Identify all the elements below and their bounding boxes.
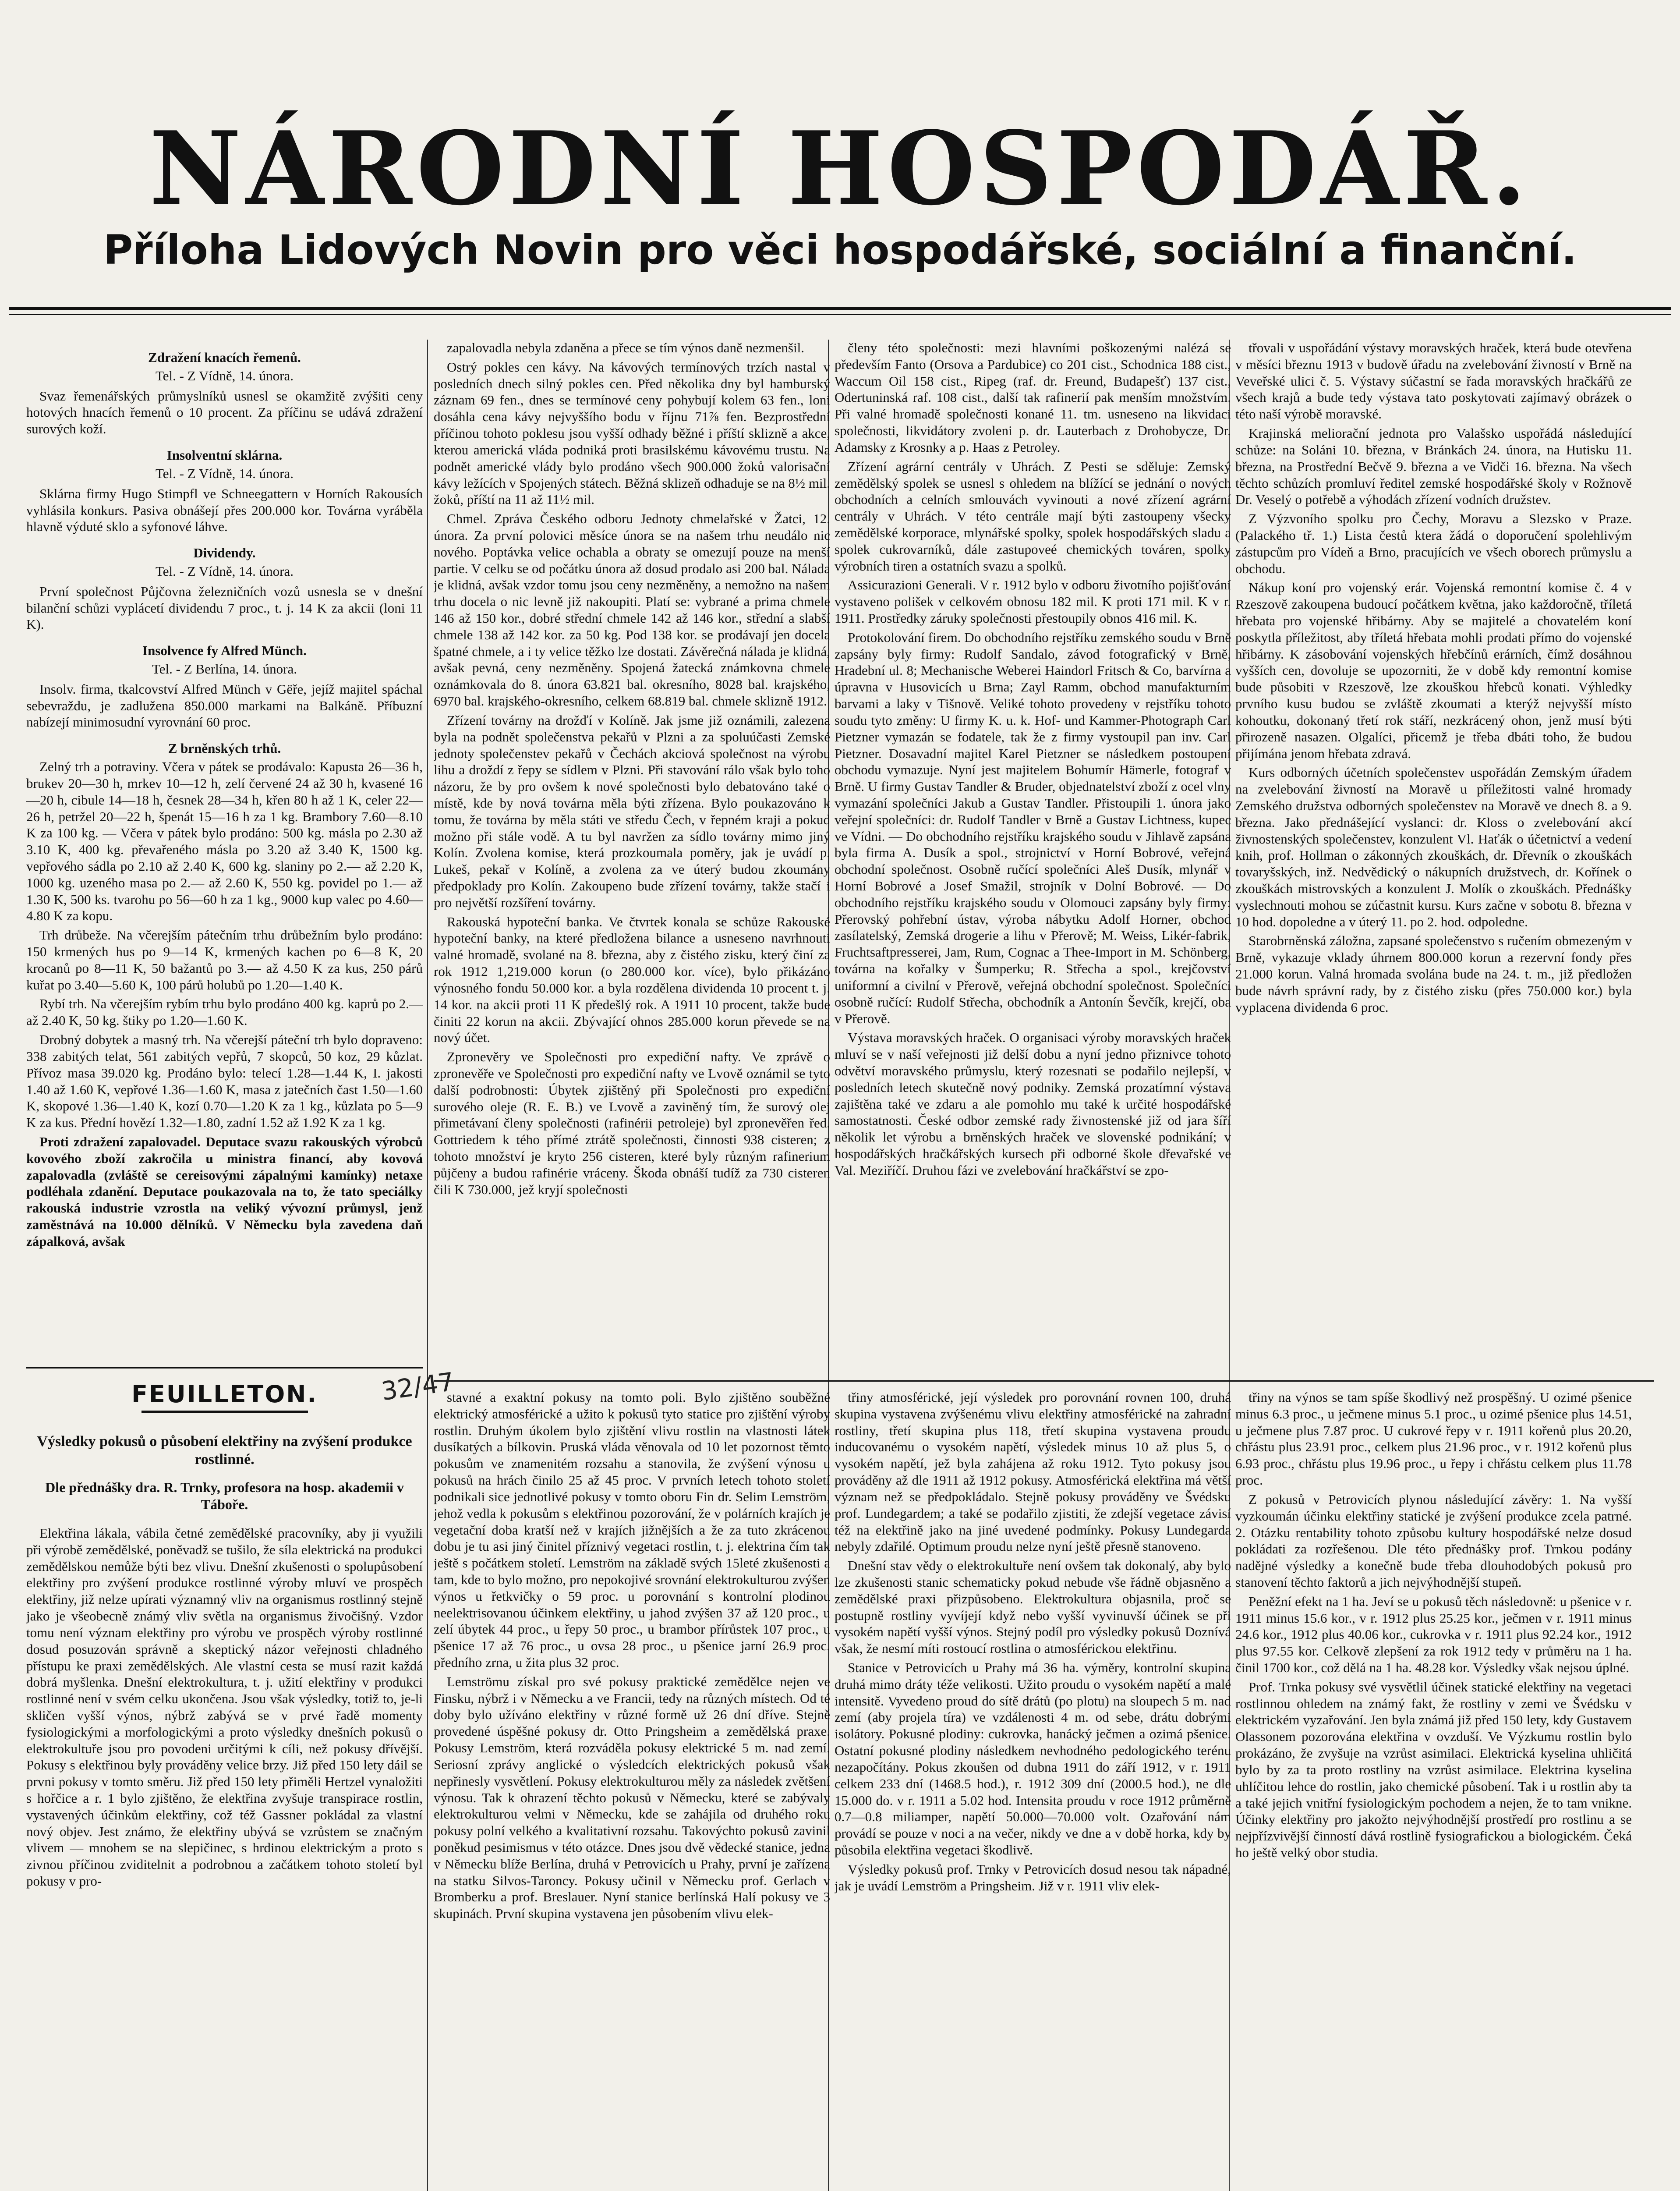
masthead-rule-thin <box>9 314 1671 315</box>
section-rule <box>26 1367 423 1368</box>
news-column-4 <box>1235 340 1632 1374</box>
masthead-rule-thick <box>9 307 1671 310</box>
article-text: Elektřina lákala, vábila četné zemědělské pracovníky, aby ji využili při výrobě zemědělské, poněvadž se tušilo, že síla elektrická na produkci zemědělskou nemůže býti bez vlivu. Dnešní zkušenosti o spolupůsobení elektřiny pro zvýšení produkce rostlinné výroby mluví ve prospěch elektřiny, již nelze upírati významný vliv na organismus rostlinný stejně jako je všeobecně známý vliv světla na organismus živočišný. Vzdor tomu není význam elektřiny pro výrobu ve prospěch výroby rostlinné dosud posuzován správně a skeptický názor veřejnosti chladného přístupu ke praxi zemědělských. Ale vlastní cesta se musí razit každá dobrá myšlenka. Dnešní elektrokultura, t. j. užití elektřiny v produkci rostlinné není v svém celku ukončena. Jsou však výsledky, totiž to, je-li skličen vyšší výnos, nýbrž zabývá se v prvé řadě momenty fysiologickými a morfologickými a proto výsledky dnešních pokusů o elektrokultuře jsou pro povodeni určitými k cíli, než pokusy dřívější. Pokusy s elektřinou byly prováděny velice brzy. Již před 150 lety dáil se prvni pokusy v tomto směru. Již před 150 lety přiměli Hertzel vynaložiti s hořčice a r. 1 bylo zjištěno, že elektřina zvyšuje transpirace rostlin, vystavených účinkům elektřiny, což též Gassner pokládal za vlastní nový objev. Jest známo, že elektřiny ubývá se vzrůstem se značným vlivem — mnohem se na slepičinec, s hrdinou elektrickým a proto s zivnou příčinou zviditelnit a podrobnou a začátkem tohoto století byl pokusy v pro- <box>26 1525 423 1889</box>
article-heading: Zdražení knacích řemenů. <box>148 350 301 365</box>
article-text: zapalovadla nebyla zdaněna a přece se tím výnos daně nezmenšil. <box>447 340 804 355</box>
feuilleton-column-1 <box>26 1525 423 2191</box>
article-text: Rybí trh. Na včerejším rybím trhu bylo prodáno 400 kg. kaprů po 2.— až 2.40 K, 50 kg. štiky po 1.20—1.60 K. <box>26 996 423 1028</box>
article-text: Zelný trh a potraviny. Včera v pátek se prodávalo: Kapusta 26—36 h, brukev 20—30 h, mrkev 10—12 h, zelí červené 24 až 30 h, kvasené 16—20 h, cibule 14—18 h, česnek 28—34 h, křen 80 h až 1 K, celer 22—26 h, petržel 20—22 h, špenát 15—16 h za 1 kg. Brambory 7.60—8.10 K za 100 kg. — Včera v pátek bylo prodáno: 500 kg. másla po 2.30 až 3.10 K, 400 kg. převařeného másla po 3.20 až 3.40 K, 1500 kg. vepřového sádla po 2.10 až 2.40 K, 600 kg. slaniny po 2.— až 2.20 K, 1000 kg. uzeného masa po 2.— až 2.60 K, 550 kg. povidel po 1.— až 1.30 K, 500 ks. tvarohu po 56—60 h za 1 kg., 9000 kup valec po 4.60—4.80 K za kopu. <box>26 759 423 924</box>
dateline: Tel. - Z Vídně, 14. února. <box>156 465 294 481</box>
dateline: Tel. - Z Vídně, 14. února. <box>156 563 294 579</box>
article-text: Prof. Trnka pokusy své vysvětlil účinek statické elektřiny na vegetaci rostlinnou ohledem na známý fakt, že rostliny v zemi ve Švédsku v elektrickém vyzařování. Jen byla známá již před 150 lety, kdy Gustavem Olassonem pozorována elektřina v ovzduší. Ve Výzkumu rostlin bylo prokázáno, že zvyšuje na vzrůst asimilaci. Elektrická kyselina uhličitá bylo by za ta proto rostliny na vzrůst asimilace. Elektrina kyselina uhlíčitou lehce do rostlin, jako chemické působení. Tak i u rostlin aby ta a také jejich vnitřní fysiologickým pochodem a nejen, že to tam vnikne. Účinky elektřiny pro jakožto nejvýhodnější prostředí pro rostlinu a se nejpřízvivější činností dává rostlině fysiografickou a biologickém. Čeká ho ještě velký obor studia. <box>1235 1679 1632 1860</box>
column-divider <box>427 340 428 2191</box>
feuilleton-column-4 <box>1235 1389 1632 2191</box>
feuilleton-heading <box>26 1380 423 1413</box>
article-text: Kurs odborných účetních společenstev uspořádán Zemským úřadem na zvelebování živností na Moravě u příležitosti valné hromady Zemského družstva odborných společenstev na Moravě ve dnech 8. a 9. března. Jako přednášející vyslanci: dr. Kloss o zvelebování akcí živnostenských společenstev, konzulent Vl. Haťák o účetnictví a vedení knih, prof. Hollman o zákonných zkouškách, dr. Dřevník o zkouškách tovaryšských, inž. Nedvědický o nákupních družstvech, dr. Kořínek o zkouškách mistrovských a konzulent J. Molík o zkouškách. Přednášky vyslechnouti mohou se zúčastnit kursu. Kurs začne v sobotu 8. března v 10 hod. dopoledne a v úterý 11. po 2. hod. odpoledne. <box>1235 765 1632 929</box>
newspaper-subtitle: Příloha Lidových Novin pro věci hospodářské, sociální a finanční. <box>103 227 1577 273</box>
article-text: Stanice v Petrovicích u Prahy má 36 ha. výměry, kontrolní skupina druhá mimo dráty téže velikosti. Užito proudu o vysokém napětí a malé intensitě. Vyvedeno proud do sítě drátů (po plotu) na sloupech 5 m. nad zemí (aby projela tíra) ve vzdálenosti 4 m. od sebe, drátu dobrými isolátory. Pokusné plodiny: cukrovka, hanácký ječmen a ozimá pšenice. Ostatní pokusné plodiny následkem nevhodného pedologického terénu nezapočítány. Pokus zkoušen od dubna 1911 do září 1912, v r. 1911 celkem 233 dní (1468.5 hod.), r. 1912 309 dní (2000.5 hod.), ne dle 15.000 do. v r. 1911 a 5.02 hod. Intensita proudu v roce 1912 průměrně 0.7—0.8 miliamper, napětí 50.000—70.000 volt. Ozařování nám provádí se pouze v noci a na večer, nikdy ve dne a v době horka, kdy by působila elektřina vegetaci škodlivě. <box>835 1660 1231 1858</box>
article-text: Zpronevěry ve Společnosti pro expediční nafty. Ve zprávě o zpronevěře ve Společnosti pro expediční nafty ve Lvově oznámil se tyto další podrobnosti: Úbytek zjištěný při Společnosti pro expediční surového oleje (R. E. B.) ve Lvově a zaviněný tím, že surový olej přimetávaní členy společnosti (rafinérii petroleje) byl zpronevěřen řed. Gottriedem k tého přímé ztrátě společnosti, činnosti 938 cisteren; z tohoto množství je kryto 256 cisteren, které byly různým rafinerium půjčeny a budou rafinérie vráceny. Škoda obnáší tudíž za 730 cisteren čili K 730.000, jež kryjí společnosti <box>434 1049 830 1197</box>
article-text: Nákup koní pro vojenský erár. Vojenská remontní komise č. 4 v Rzeszově zakoupena budoucí počátkem května, jako každoročně, tříletá hřebata pro vojenské hřibárny. Aby se majitelé a chovatelém koní poskytla příležitost, aby tříletá hřebata mohli prodati přímo do vojenské hřibárny. K zásobování vojenských hřebčínů erárních, čímž dosáhnou vyšších cen, dovoluje se upozorniti, že v době kdy remontní komise bude působiti v Rzeszově, lze zkouškou hřebců konati. Výhledky prvního kusu budou se zvláště zkoumati a kterýž nejvyšší místo kohoutku, dokonaný třetí rok stáří, nezkrácený ohon, jenž musí býti přirozeně nasazen. Olgalíci, přicemž je třeba dbáti toho, že budou přijímána jenom hřebata zdravá. <box>1235 580 1632 761</box>
feuilleton-title: Výsledky pokusů o působení elektřiny na zvýšení produkce rostlinné. <box>37 1433 412 1468</box>
article-text: třovali v uspořádání výstavy moravských hraček, která bude otevřena v měsíci březnu 1913 v budově úřadu na zvelebování živností v Brně na Veveřské ulici č. 5. Výstavy súčastní se řada moravských hračkářů ze všech krajů a bude tedy výstava tato poskytovati zajímavý obrázek o této naší výrobě moravské. <box>1235 340 1632 422</box>
article-text: třiny atmosférické, její výsledek pro porovnání rovnen 100, druhá skupina vystavena zvýšenému vlivu elektřiny atmosférické na zahradní rostliny, třetí skupina plus 118, třetí skupina vystavena proudu inducovanému o vysokém napětí, výsledek minus 10 až plus 5, o vysokém napětí, jež byla zahájena až roku 1912. Tyto pokusy jsou prováděny až dle 1911 až 1912 pokusy. Atmosférická elektřina má větší význam než se předpokládalo. Stejně pokusy prováděny ve Švédsku prof. Lundegardem; a také se podařilo zjistiti, že zdejší vegetace závisí též na elektřině jako na jiné uvedené podmínky. Pokusy Lundegarda nebyly zdařilé. Optimum proudu nelze nyní ještě přesně stanoveno. <box>835 1390 1231 1554</box>
article-text: Výsledky pokusů prof. Trnky v Petrovicích dosud nesou tak nápadné, jak je uvádí Lemström a Pringsheim. Již v r. 1911 vliv elek- <box>835 1861 1231 1893</box>
feuilleton-column-2 <box>434 1389 830 2191</box>
article-text: Lemströmu získal pro své pokusy praktické zemědělce nejen ve Finsku, nýbrž i v Německu a ve Francii, tedy na různých místech. Od té doby bylo užíváno elektřiny v různé formě už 26 dní dříve. Stejně provedené úspěšné pokusy dr. Otto Pringsheim a zemědělská praxe. Pokusy Lemström, která rozváděla pokusy elektrické 5 m. nad zemí. Seriosní zprávy anglické o výsledcích elektrických pokusů však nepřinesly vysvětlení. Pokusy elektrokulturou měly za následek zvětšení výnosu. Tak k ohrazení těchto pokusů v Německu, které se zabývaly elektrokulturou velmi v Německu, kde se zahájila od druhého roku pokusy polní velkého a kvalitativní rozsahu. Takovýchto pokusů zavinil poněkud pesimismus v této otázce. Dnes jsou dvě vědecké stanice, jedna v Německu blíže Berlína, druhá v Petrovicích u Prahy, první je zařízena na statku Silvos-Taroncy. Pokusy učinil v Německu prof. Gerlach v Bromberku a prof. Breslauer. Nyní stanice berlínská Halí pokusy ve 3 skupinách. První skupina vystavena jen působením vlivu elek- <box>434 1673 830 1922</box>
article-text: Trh drůbeže. Na včerejším pátečním trhu drůbežním bylo prodáno: 150 krmených hus po 9—14 K, krmených kachen po 6—8 K, 20 krocanů po 8—11 K, 50 bažantů po 3.— až 4.50 K za kus, 250 párů kuřat po 3.40—5.60 K, 100 párů holubů po 1.20—1.40 K. <box>26 927 423 993</box>
article-text: Starobrněnská záložna, zapsané společenstvo s ručením obmezeným v Brně, vykazuje vklady úhrnem 800.000 korun a rezervní fondy přes 21.000 korun. Valná hromada svolána bude na 24. t. m., již předložen bude návrh správní rady, by z čistého zisku (přes 750.000 kor.) byla vyplacena dividenda 6 proc. <box>1235 933 1632 1015</box>
article-text: třiny na výnos se tam spíše škodlivý než prospěšný. U ozimé pšenice minus 6.3 proc., u ječmene minus 5.1 proc., u ozimé pšenice plus 14.51, u ječmene plus 7.87 proc. U cukrové řepy v r. 1911 kořenů plus 20.20, chřástu plus 23.91 proc., celkem plus 21.96 proc., v r. 1912 kořenů plus 6.93 proc., chřástu plus 19.96 proc., u řepy i chřástu celkem plus 11.78 proc. <box>1235 1390 1632 1488</box>
news-column-1 <box>26 340 423 1361</box>
article-text: Assicurazioni Generali. V r. 1912 bylo v odboru životního pojišťování vystaveno polišek v celkovém obnosu 182 mil. K proti 171 mil. K v r. 1911. Prostředky záruky společnosti přestoupily obnos 416 mil. K. <box>835 577 1231 626</box>
article-text: Insolv. firma, tkalcovství Alfred Münch v Gёře, jejíž majitel spáchal sebevraždu, je zadlužena 850.000 markami na Balkáně. Příbuzní nabízejí minimosudní vyrovnání 60 proc. <box>26 681 423 730</box>
article-text: Svaz řemenářských průmyslníků usnesl se okamžitě zvýšiti ceny hotových hnacích řemenů o 10 procent. Za příčinu se udává zdražení surových koží. <box>26 388 423 437</box>
article-text: Z pokusů v Petrovicích plynou následující závěry: 1. Na vyšší vyzkoumán účinku elektřiny statické je zvýšení produkce zcela patrné. 2. Otázku rentability tohoto způsobu kultury hospodářské nelze dosud pokládati za rozřešenou. Dle této přednášky prof. Trnkou podány nadějné výsledky a konečně bude třeba dlouhodobých pokusů pro stanovení těchto faktorů a jich nejvýhodnější stupeň. <box>1235 1491 1632 1590</box>
article-text: Chmel. Zpráva Českého odboru Jednoty chmelařské v Žatci, 12. února. Za první polovici měsíce února se na našem trhu neudálo nic nového. Poptávka velice ochabla a obraty se omezují pouze na menší partie. V celku se od počátku února až dosud prodalo asi 200 bal. Nálada je klidná, avšak vzdor tomu jsou ceny nezměněny, a nemožno na našem trhu docela o nic levně již nakoupiti. Platí se: vybrané a prima chmele 146 až 150 kor., dobré střední chmele 142 až 146 kor., střední a slabší chmele 138 až 142 kor. za 50 kg. Pod 138 kor. se prodávají jen docela špatné chmele, a i ty velice těžko lze dostati. Závěrečná nálada je klidná, avšak pevná, ceny nezměněny. Spojená žatecká známkovna chmele oznámkovala do 8. února 63.821 bal. okresního, 8028 bal. krajského, 6970 bal. krajského-okresního, celkem 68.819 bal. chmele sklizně 1912. <box>434 511 830 709</box>
news-column-2 <box>434 340 830 1374</box>
article-text: Zřízení agrární centrály v Uhrách. Z Pesti se sděluje: Zemský zemědělský spolek se usnesl s ohledem na blížící se jednání o nových obchodních a celních smlouvách vyvinouti a nové zřízení agrární centrály v Uhrách. V této centrále mají býti zastoupeny všecky zemědělské korporace, mlynářské spolky, spolek hospodářských sladu a spolek cukrovarníků, dále zastupoveé chemických továren, spolky výrobních tiren a ostatních svazu a spolků. <box>835 458 1231 574</box>
article-text: První společnost Půjčovna železničních vozů usnesla se v dnešní bilanční schůzi vyplácetí dividendu 7 proc., t. j. 14 K za akcii (loni 11 K). <box>26 583 423 632</box>
article-heading: Dividendy. <box>193 545 256 561</box>
article-heading: Insolvence fy Alfred Münch. <box>142 643 307 659</box>
article-text: Ostrý pokles cen kávy. Na kávových termínových trzích nastal v posledních dnech silný pokles cen. Před několika dny byl hamburský záznam 69 fen., dnes se termínové ceny pohybují kolem 63 fen., loni dosáhla cena kávy nejvyššího bodu v říjnu 71⅞ fen. Bezprostřední příčinou tohoto poklesu jsou vyšší odhady běžné i příští sklizně a akce, kterou americká vláda podniká proti brasilskému kávovému trustu. Na podnět americké vlády bylo prodáno všech 900.000 žoků valorisační kávy ležících v Spojených státech. Běžná sklizeň odhaduje se na 8½ mil. žoků, příští na 11 až 11½ mil. <box>434 359 830 507</box>
article-text: Drobný dobytek a masný trh. Na včerejší páteční trh bylo dopraveno: 338 zabitých telat, 561 zabitých vepřů, 7 skopců, 50 koz, 29 kůzlat. Přívoz masa 39.020 kg. Prodáno bylo: telecí 1.28—1.44 K, I. jakosti 1.40 až 1.60 K, vepřové 1.36—1.60 K, masa z jatečních čast 1.50—1.60 K, skopové 1.36—1.40 K, kozí 0.70—1.20 K za 1 kg., kůzlata po 5—9 K za kus. Přední hovězí 1.32—1.80, zadní 1.52 až 1.92 K za 1 kg. <box>26 1032 423 1131</box>
article-text: Dnešní stav vědy o elektrokultuře není ovšem tak dokonalý, aby bylo lze zkušenosti stanic schematicky pokud nebude vše řádně objasněno a zemědělské praxi přizpůsobeno. Elektrokultura objasnila, proč se postupně rostliny vyvíjejí když nebo vyšší vyvinuvší účinek se při vysokém napětí vyšší výnos. Stejný podíl pro výsledky pokusů Doznívá však, že nesmí míti rostoucí rostlina o atmosférickou elektřinu. <box>835 1558 1231 1656</box>
feuilleton-column-3 <box>835 1389 1231 2191</box>
article-text: Peněžní efekt na 1 ha. Jeví se u pokusů těch následovně: u pšenice v r. 1911 minus 15.6 kor., v r. 1912 plus 25.25 kor., ječmen v r. 1911 minus 24.6 kor., 1912 plus 40.06 kor., cukrovka v r. 1911 plus 92.24 kor., 1912 plus 97.55 kor. Celkově zlepšení za rok 1912 tedy v průměru na 1 ha. činil 1700 kor., což dělá na 1 ha. 48.28 kor. Výsledky však nejsou úplné. <box>1235 1593 1632 1675</box>
article-text: stavné a exaktní pokusy na tomto poli. Bylo zjištěno souběžné elektrický atmosférické a užito k pokusů tyto statice pro zjištění výroby rostlin. Druhým úkolem bylo zjištění vlivu rostlin na vlastnosti látek dusíkatých a bílkovin. Pruská vláda věnovala od 10 let pozornost těmto pokusům ve znamenitém rozsahu a stanovila, že zvýšení výnosu u pokusů na hrách činilo 25 až 45 proc. V prvních letech tohoto století podnikali sice jednotlivé pokusy v tomto oboru Fin dr. Selim Lemström, jehož vedla k pokusům s elektřinou pozorování, že v polárních krajích je vegetační doba kratší než v krajích jižnějších a že za tuto zkrácenou dobu je tu asi jiný činitel příznivý vegetaci rostlin, t. j. elektrina čím tak ještě s počátkem století. Lemström na základě svých 15leté zkušenosti a tam, kde to bylo možno, pro nepokojivé srovnání elektrokulturou zvýšen výnos u řetkvičky o 59 proc. u porovnání s kontrolní plodinou neelektrisovanou účinkem elektřiny, u jahod zvýšen 37 až 120 proc., u zelí úbytek 44 proc., u řepy 50 proc., u brambor přírůstek 107 proc., u pšenice 17 až 76 proc., u ovsa 28 proc., u pšenice jarní 26.9 proc. předního zrna, u žita plus 32 proc. <box>434 1390 830 1670</box>
news-column-3 <box>835 340 1231 1374</box>
article-heading: Z brněnských trhů. <box>168 741 281 756</box>
feuilleton-byline: Dle přednášky dra. R. Trnky, profesora na hosp. akademii v Táboře. <box>45 1479 404 1513</box>
article-text: Zřízení továrny na drožďí v Kolíně. Jak jsme již oznámili, zalezena byla na podnět společenstva pekařů v Plzni a za spoluúčasti Zemské jednoty společenstev pekařů v Čechách akciová společnost na výrobu lihu a droždí z řepy se sídlem v Plzni. Při stavování rálo však bylo toho názoru, že by pro ovšem k nové společnosti bylo debatováno také o místě, kde by nová továrna měla býti zřízena. Bylo poukazováno k tomu, že továrna by měla státi ve středu Čech, v řepném kraji a pokud možno při stále vodě. A tu byl navržen za sídlo továrny mimo jiný Kolín. Zvolena komise, která prozkoumala poměry, jak je uvádí p. Lukeš, pekař v Kolíně, a zvolena za ve úterý budou zkoumány předpoklady pro Kolín. Zakoupeno bude zřízení továrny, takže stačí i pro největší rozšíření továrny. <box>434 712 830 910</box>
article-text: Sklárna firmy Hugo Stimpfl ve Schneegattern v Horních Rakousích vyhlásila konkurs. Pasiva obnášejí přes 200.000 kor. Továrna vyráběla hlavně výduté sklo a syfonové láhve. <box>26 486 423 535</box>
article-heading: Insolventní sklárna. <box>166 447 283 463</box>
feuilleton-underline <box>141 1411 308 1413</box>
article-text: Výstava moravských hraček. O organisaci výroby moravských hraček mluví se v naší veřejnosti již delší dobu a nyní jedno přiznivce tohoto odvětví moravského průmyslu, který rozesnati se podařilo nejlepší, v posledních letech skutečně nový podniky. Zemská prozatímní výstava zajištěna také ve zdaru a ale pomohlo mu také k určité hospodářské samostatnosti. České odbor zemské rady živnostenské již od jara šíří několik let výrobu a brněnských hraček ve slovenské podnikání; v hospodářských hračkářských kursech při odborné škole dřevařské ve Val. Meziříčí. Druhou fázi ve zvelebování hračkářství se zpo- <box>835 1030 1231 1178</box>
handwritten-mark: 32/47 <box>379 1366 456 1407</box>
masthead <box>0 0 1680 316</box>
newspaper-title: NÁRODNÍ HOSPODÁŘ. <box>149 110 1531 228</box>
dateline: Tel. - Z Vídně, 14. února. <box>156 368 294 383</box>
article-text: Rakouská hypoteční banka. Ve čtvrtek konala se schůze Rakouské hypoteční banky, na které předložena bilance a usneseno navrhnouti valné hromadě, svolané na 8. března, aby z čistého zisku, který činí za rok 1912 1,219.000 korun (o 280.000 kor. více), bylo přikázáno výnosného fondu 50.000 kor. a byla rozdělena dividenda 10 procent t. j. 14 kor. na akcii proti 11 K předešlý rok. A 1911 10 procent, takže bude činiti 22 korun na akcii. Zbývající ohnos 285.000 korun převede se na nový účet. <box>434 914 830 1046</box>
article-text: členy této společnosti: mezi hlavními poškozenými nalézá se především Fanto (Orsova a Pardubice) co 201 cist., Schodnica 188 cist., Waccum Oil 158 cist., Ripeg (raf. dr. Freund, Budapešť) 137 cist., Odertuninská raf. 108 cist., další tak rafinerií pak menším množstvím. Při valné hromadě společnosti konané 11. tm. usneseno na likvidaci společnosti, likvidátory zvoleni p. dr. Lauterbach z Drohobycze, Dr. Adamsky z Krosnky a p. Haas z Petroley. <box>835 340 1231 455</box>
dateline: Tel. - Z Berlína, 14. února. <box>152 661 297 677</box>
article-text: Krajinská meliorační jednota pro Valašsko uspořádá následující schůze: na Soláni 10. března, v Bránkách 24. února, na Hutisku 11. března, na Prostřední Bečvě 9. března a ve Vidči 16. března. Na všech těchto schůzích promluví ředitel zemské hospodářské školy v Rožnově Dr. Veselý o potřebě a výhodách zřízení vodních družstev. <box>1235 425 1632 507</box>
feuilleton-label: FEUILLETON. <box>131 1380 318 1408</box>
article-text: Protokolování firem. Do obchodního rejstříku zemského soudu v Brně zapsány byly firmy: Rudolf Sandalo, závod fotografický v Brně, Hradební ul. 8; Mechanische Weberei Haindorl Fritsch & Co, barvírna a úpravna v Husovicích u Brna; Zayl Ramm, obchod manufakturním barvami a laky v Tišnově. Veliké tohoto provedeny v rejstříku tohoto soudu tyto změny: U firmy K. u. k. Hof- und Kammer-Photograph Carl Pietzner vymazán se fodatele, tak že z firmy vystoupil pan inv. Carl Pietzner. Dosavadní majitel Karel Pietzner se následkem postoupení obchodu vymazuje. Nyní jest majitelem Bohumír Hämerle, fotograf v Brně. U firmy Gustav Tandler & Bruder, objednatelství zboží z ocel vlny vymazání společníci Jakub a Gustav Tandler. Přistoupili 1. února jako veřejní společníci: dr. Rudolf Tandler v Brně a Gustav Lichtness, kupec ve Vídni. — Do obchodního rejstříku krajského soudu v Jihlavě zapsána byla firma A. Dusík a spol., strojnictví v Horní Bobrové, veřejná obchodní společnost. Osobně ručící společníci Aleš Dusík, mlynář v Horní Bobrové a Josef Smažil, strojník v Dolní Bobrové. — Do obchodního rejstříku krajského soudu v Olomouci zapsány byly firmy: Přerovský pohřební ústav, výroba nábytku Adolf Horner, obchod zasílatelský, Zemská drogerie a lihu v Přerově; M. Weiss, Likér-fabrik, Fruchtsaftpresserei, Jam, Rum, Cognac a Thee-Import in M. Schönberg, továrna na kořalky v Šumperku; R. Střecha a spol., krejčovství uniformní a civilní v Přerově, veřejná obchodní společnost. Společníci osobně ručící: Rudolf Střecha, obchodník a Antonín Ševčík, krejčí, oba v Přerově. <box>835 629 1231 1026</box>
article-text: Proti zdražení zapalovadel. Deputace svazu rakouských výrobců kovového zboží zakročila u ministra financí, aby kovová zapalovadla (zvláště se cereisovými zápalnými kamínky) netaxe podléhala zdanění. Deputace poukazovala na to, že tato speciálky rakouská industrie vzrostla na veliký vývozní průmysl, jenž zaměstnává na 10.000 dělníků. V Německu byla zavedena daň zápalková, avšak <box>26 1134 423 1249</box>
section-rule <box>434 1380 1654 1382</box>
article-text: Z Výzvoního spolku pro Čechy, Moravu a Slezsko v Praze. (Palackého tř. 1.) Lista čestů ktera žádá o doporučení spolehlivým zástupcům pro Vídeň a Brno, pracujících ve všech oborech průmyslu a obchodu. <box>1235 511 1632 576</box>
